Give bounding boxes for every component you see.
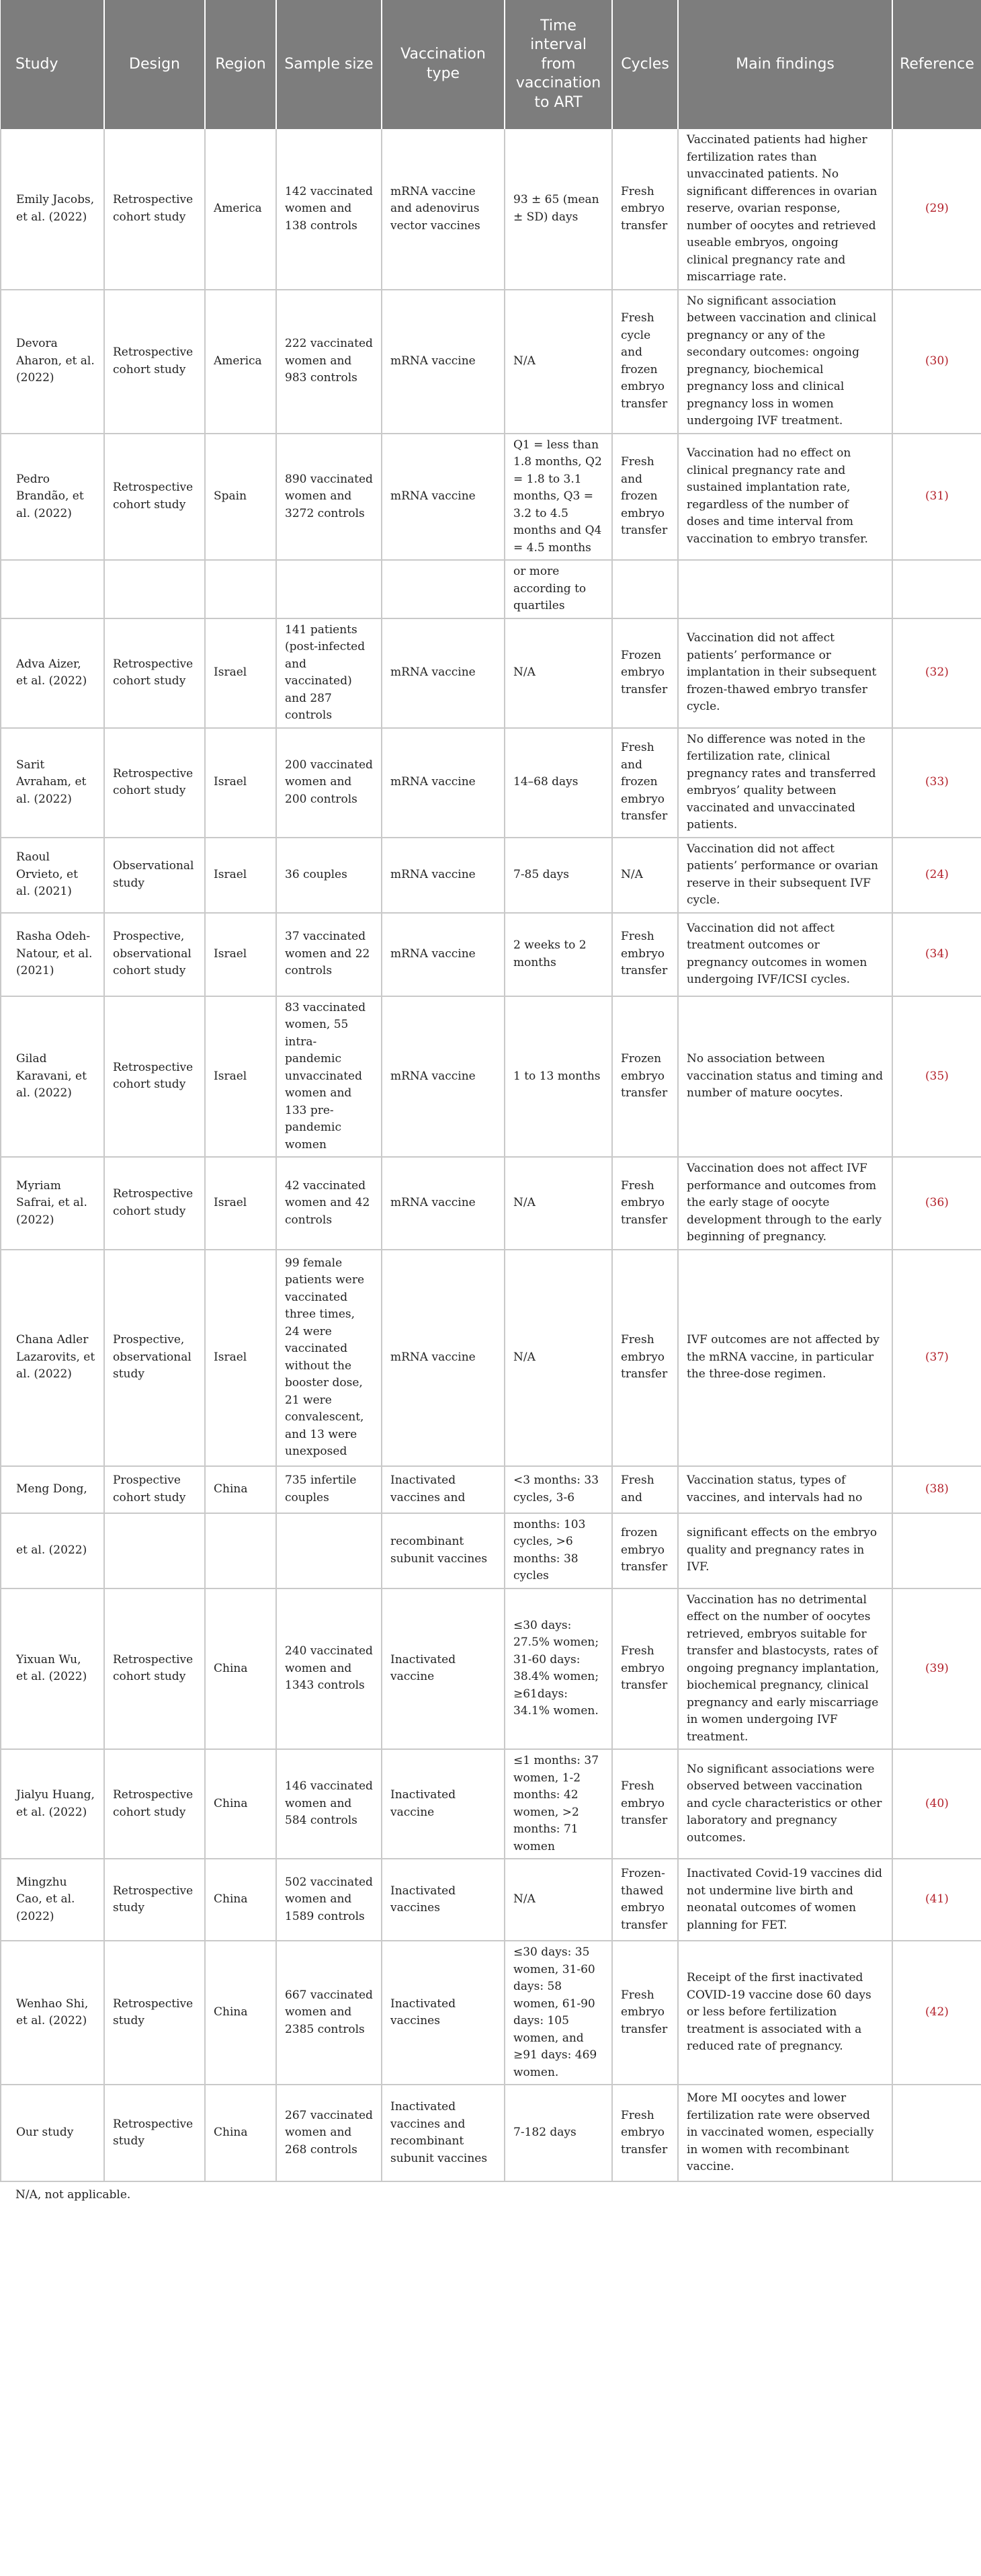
cell-vaccination-type: mRNA vaccine bbox=[382, 1250, 505, 1466]
cell-cycles: Fresh embryo transfer bbox=[612, 129, 678, 290]
footnote-row bbox=[1, 2181, 981, 2208]
cell-design: Retrospective study bbox=[104, 2085, 205, 2181]
cell-time-interval: 7-85 days bbox=[505, 838, 612, 913]
cell-region bbox=[205, 560, 276, 618]
cell-vaccination-type: mRNA vaccine and adenovirus vector vaccines bbox=[382, 129, 505, 290]
cell-sample-size: 222 vaccinated women and 983 controls bbox=[276, 290, 382, 434]
cell-cycles bbox=[612, 560, 678, 618]
cell-study: Myriam Safrai, et al. (2022) bbox=[1, 1157, 104, 1250]
cell-design: Observational study bbox=[104, 838, 205, 913]
cell-time-interval: <3 months: 33 cycles, 3-6 bbox=[505, 1466, 612, 1513]
cell-cycles: Fresh and bbox=[612, 1466, 678, 1513]
cell-vaccination-type: mRNA vaccine bbox=[382, 838, 505, 913]
cell-vaccination-type: mRNA vaccine bbox=[382, 913, 505, 996]
cell-vaccination-type: Inactivated vaccine bbox=[382, 1588, 505, 1750]
cell-region: Israel bbox=[205, 838, 276, 913]
cell-vaccination-type: Inactivated vaccine bbox=[382, 1749, 505, 1859]
reference-link[interactable]: (35) bbox=[892, 996, 981, 1158]
cell-vaccination-type: Inactivated vaccines and recombinant subunit vaccines bbox=[382, 2085, 505, 2181]
cell-cycles: Fresh embryo transfer bbox=[612, 1588, 678, 1750]
cell-cycles: Frozen embryo transfer bbox=[612, 618, 678, 728]
table-row bbox=[1, 434, 981, 561]
cell-sample-size: 890 vaccinated women and 3272 controls bbox=[276, 434, 382, 561]
table-row-continuation bbox=[1, 560, 981, 618]
header-sample-size: Sample size bbox=[276, 0, 382, 129]
header-study: Study bbox=[1, 0, 104, 129]
cell-cycles: Fresh and frozen embryo transfer bbox=[612, 434, 678, 561]
cell-study: Meng Dong, bbox=[1, 1466, 104, 1513]
cell-study: Rasha Odeh-Natour, et al. (2021) bbox=[1, 913, 104, 996]
cell-main-findings bbox=[678, 560, 892, 618]
cell-vaccination-type: mRNA vaccine bbox=[382, 434, 505, 561]
cell-main-findings: No significant associations were observed between vaccination and cycle characteristics or other laboratory and pregnancy outcomes. bbox=[678, 1749, 892, 1859]
cell-main-findings: Vaccination has no detrimental effect on the number of oocytes retrieved, embryos suitable for transfer and blastocysts, rates of ongoing pregnancy implantation, biochemical pregnancy, clinical pregnancy and early miscarriage in women undergoing IVF treatment. bbox=[678, 1588, 892, 1750]
cell-time-interval: ≤30 days: 35 women, 31-60 days: 58 women, 61-90 days: 105 women, and ≥91 days: 469 women. bbox=[505, 1941, 612, 2085]
cell-time-interval: 14–68 days bbox=[505, 728, 612, 838]
cell-study: Raoul Orvieto, et al. (2021) bbox=[1, 838, 104, 913]
cell-cycles: Frozen-thawed embryo transfer bbox=[612, 1859, 678, 1941]
cell-sample-size: 240 vaccinated women and 1343 controls bbox=[276, 1588, 382, 1750]
cell-cycles: Fresh embryo transfer bbox=[612, 1250, 678, 1466]
cell-sample-size: 83 vaccinated women, 55 intra-pandemic unvaccinated women and 133 pre-pandemic women bbox=[276, 996, 382, 1158]
cell-main-findings: No difference was noted in the fertilization rate, clinical pregnancy rates and transferred embryos’ quality between vaccinated and unvaccinated patients. bbox=[678, 728, 892, 838]
cell-time-interval: 1 to 13 months bbox=[505, 996, 612, 1158]
cell-sample-size: 37 vaccinated women and 22 controls bbox=[276, 913, 382, 996]
table-row bbox=[1, 1749, 981, 1859]
cell-study bbox=[1, 560, 104, 618]
cell-main-findings: Inactivated Covid-19 vaccines did not undermine live birth and neonatal outcomes of women planning for FET. bbox=[678, 1859, 892, 1941]
cell-vaccination-type: mRNA vaccine bbox=[382, 728, 505, 838]
cell-study: Chana Adler Lazarovits, et al. (2022) bbox=[1, 1250, 104, 1466]
cell-cycles: Fresh embryo transfer bbox=[612, 1749, 678, 1859]
cell-region: China bbox=[205, 1749, 276, 1859]
cell-design bbox=[104, 560, 205, 618]
cell-study: et al. (2022) bbox=[1, 1513, 104, 1588]
cell-sample-size: 141 patients (post-infected and vaccinated) and 287 controls bbox=[276, 618, 382, 728]
table-row bbox=[1, 618, 981, 728]
cell-sample-size: 502 vaccinated women and 1589 controls bbox=[276, 1859, 382, 1941]
cell-vaccination-type: Inactivated vaccines and bbox=[382, 1466, 505, 1513]
cell-main-findings: Vaccination did not affect treatment outcomes or pregnancy outcomes in women undergoing IVF/ICSI cycles. bbox=[678, 913, 892, 996]
cell-vaccination-type: Inactivated vaccines bbox=[382, 1859, 505, 1941]
cell-time-interval: 7-182 days bbox=[505, 2085, 612, 2181]
cell-main-findings: More MI oocytes and lower fertilization rate were observed in vaccinated women, especially in women with recombinant vaccine. bbox=[678, 2085, 892, 2181]
cell-study: Devora Aharon, et al. (2022) bbox=[1, 290, 104, 434]
table-row bbox=[1, 728, 981, 838]
cell-main-findings: Vaccination status, types of vaccines, and intervals had no bbox=[678, 1466, 892, 1513]
cell-design: Retrospective cohort study bbox=[104, 996, 205, 1158]
cell-study: Jialyu Huang, et al. (2022) bbox=[1, 1749, 104, 1859]
reference-link[interactable]: (42) bbox=[892, 1941, 981, 2085]
cell-study: Pedro Brandão, et al. (2022) bbox=[1, 434, 104, 561]
cell-design: Retrospective cohort study bbox=[104, 1749, 205, 1859]
cell-design: Retrospective cohort study bbox=[104, 728, 205, 838]
table-row bbox=[1, 838, 981, 913]
cell-cycles: Fresh embryo transfer bbox=[612, 1157, 678, 1250]
reference-link[interactable]: (24) bbox=[892, 838, 981, 913]
reference-link[interactable]: (40) bbox=[892, 1749, 981, 1859]
cell-study: Mingzhu Cao, et al. (2022) bbox=[1, 1859, 104, 1941]
header-time-interval: Time interval from vaccination to ART bbox=[505, 0, 612, 129]
cell-study: Our study bbox=[1, 2085, 104, 2181]
cell-study: Emily Jacobs, et al. (2022) bbox=[1, 129, 104, 290]
cell-region: Israel bbox=[205, 1157, 276, 1250]
cell-region: America bbox=[205, 129, 276, 290]
cell-main-findings: Vaccination did not affect patients’ performance or implantation in their subsequent frozen-thawed embryo transfer cycle. bbox=[678, 618, 892, 728]
cell-design: Retrospective study bbox=[104, 1941, 205, 2085]
reference-link[interactable]: (38) bbox=[892, 1466, 981, 1513]
cell-main-findings: Vaccination does not affect IVF performance and outcomes from the early stage of oocyte development through to the early beginning of pregnancy. bbox=[678, 1157, 892, 1250]
cell-time-interval: N/A bbox=[505, 1859, 612, 1941]
reference-link[interactable]: (33) bbox=[892, 728, 981, 838]
cell-design: Retrospective cohort study bbox=[104, 290, 205, 434]
cell-time-interval: 93 ± 65 (mean ± SD) days bbox=[505, 129, 612, 290]
reference-link bbox=[892, 2085, 981, 2181]
cell-sample-size: 36 couples bbox=[276, 838, 382, 913]
cell-time-interval: ≤1 months: 37 women, 1-2 months: 42 women, >2 months: 71 women bbox=[505, 1749, 612, 1859]
cell-main-findings: No significant association between vaccination and clinical pregnancy or any of the secondary outcomes: ongoing pregnancy, biochemical pregnancy loss and clinical pregnancy loss in women undergoing IVF treatment. bbox=[678, 290, 892, 434]
reference-link[interactable]: (32) bbox=[892, 618, 981, 728]
cell-sample-size: 142 vaccinated women and 138 controls bbox=[276, 129, 382, 290]
cell-region: China bbox=[205, 1588, 276, 1750]
cell-vaccination-type: recombinant subunit vaccines bbox=[382, 1513, 505, 1588]
table-row bbox=[1, 1941, 981, 2085]
cell-region: China bbox=[205, 1859, 276, 1941]
cell-sample-size: 735 infertile couples bbox=[276, 1466, 382, 1513]
table-row bbox=[1, 129, 981, 290]
cell-region: Israel bbox=[205, 996, 276, 1158]
header-region: Region bbox=[205, 0, 276, 129]
cell-sample-size: 667 vaccinated women and 2385 controls bbox=[276, 1941, 382, 2085]
table-row bbox=[1, 996, 981, 1158]
cell-region: Israel bbox=[205, 1250, 276, 1466]
cell-sample-size bbox=[276, 560, 382, 618]
cell-time-interval: N/A bbox=[505, 618, 612, 728]
header-reference: Reference bbox=[892, 0, 981, 129]
cell-cycles: Fresh embryo transfer bbox=[612, 2085, 678, 2181]
header-row bbox=[1, 0, 981, 129]
cell-study: Wenhao Shi, et al. (2022) bbox=[1, 1941, 104, 2085]
cell-region: America bbox=[205, 290, 276, 434]
reference-link[interactable]: (29) bbox=[892, 129, 981, 290]
cell-vaccination-type: Inactivated vaccines bbox=[382, 1941, 505, 2085]
cell-study: Gilad Karavani, et al. (2022) bbox=[1, 996, 104, 1158]
cell-cycles: Fresh cycle and frozen embryo transfer bbox=[612, 290, 678, 434]
footnote: N/A, not applicable. bbox=[15, 2187, 131, 2202]
cell-region: Spain bbox=[205, 434, 276, 561]
cell-main-findings: Vaccination did not affect patients’ performance or ovarian reserve in their subsequent IVF cycle. bbox=[678, 838, 892, 913]
cell-time-interval: N/A bbox=[505, 290, 612, 434]
cell-design: Prospective, observational study bbox=[104, 1250, 205, 1466]
table-row bbox=[1, 1250, 981, 1466]
cell-region bbox=[205, 1513, 276, 1588]
cell-time-interval: 2 weeks to 2 months bbox=[505, 913, 612, 996]
cell-design: Prospective, observational cohort study bbox=[104, 913, 205, 996]
cell-cycles: N/A bbox=[612, 838, 678, 913]
cell-sample-size: 267 vaccinated women and 268 controls bbox=[276, 2085, 382, 2181]
cell-vaccination-type: mRNA vaccine bbox=[382, 290, 505, 434]
table-row bbox=[1, 1859, 981, 1941]
cell-main-findings: Vaccinated patients had higher fertilization rates than unvaccinated patients. No significant differences in ovarian reserve, ovarian response, number of oocytes and retrieved useable embryos, ongoing clinical pregnancy rate and miscarriage rate. bbox=[678, 129, 892, 290]
cell-vaccination-type bbox=[382, 560, 505, 618]
cell-region: Israel bbox=[205, 618, 276, 728]
cell-design: Retrospective cohort study bbox=[104, 1157, 205, 1250]
cell-design: Retrospective cohort study bbox=[104, 618, 205, 728]
table-row bbox=[1, 2085, 981, 2181]
cell-time-interval: months: 103 cycles, >6 months: 38 cycles bbox=[505, 1513, 612, 1588]
cell-study: Adva Aizer, et al. (2022) bbox=[1, 618, 104, 728]
cell-vaccination-type: mRNA vaccine bbox=[382, 1157, 505, 1250]
reference-link[interactable]: (37) bbox=[892, 1250, 981, 1466]
cell-region: China bbox=[205, 1941, 276, 2085]
table-row-continuation bbox=[1, 1513, 981, 1588]
header-vaccination-type: Vaccination type bbox=[382, 0, 505, 129]
cell-study: Sarit Avraham, et al. (2022) bbox=[1, 728, 104, 838]
header-design: Design bbox=[104, 0, 205, 129]
cell-cycles: frozen embryo transfer bbox=[612, 1513, 678, 1588]
cell-design: Prospective cohort study bbox=[104, 1466, 205, 1513]
cell-cycles: Fresh embryo transfer bbox=[612, 1941, 678, 2085]
header-main-findings: Main findings bbox=[678, 0, 892, 129]
cell-sample-size: 200 vaccinated women and 200 controls bbox=[276, 728, 382, 838]
cell-study: Yixuan Wu, et al. (2022) bbox=[1, 1588, 104, 1750]
cell-time-interval: or more according to quartiles bbox=[505, 560, 612, 618]
table-row bbox=[1, 1588, 981, 1750]
reference-link[interactable]: (36) bbox=[892, 1157, 981, 1250]
reference-link bbox=[892, 560, 981, 618]
cell-sample-size bbox=[276, 1513, 382, 1588]
cell-sample-size: 99 female patients were vaccinated three times, 24 were vaccinated without the booster dose, 21 were convalescent, and 13 were unexposed bbox=[276, 1250, 382, 1466]
reference-link[interactable]: (39) bbox=[892, 1588, 981, 1750]
header-cycles: Cycles bbox=[612, 0, 678, 129]
table-row bbox=[1, 913, 981, 996]
cell-cycles: Fresh and frozen embryo transfer bbox=[612, 728, 678, 838]
cell-region: Israel bbox=[205, 913, 276, 996]
cell-cycles: Fresh embryo transfer bbox=[612, 913, 678, 996]
cell-vaccination-type: mRNA vaccine bbox=[382, 618, 505, 728]
cell-region: China bbox=[205, 2085, 276, 2181]
cell-time-interval: N/A bbox=[505, 1250, 612, 1466]
cell-cycles: Frozen embryo transfer bbox=[612, 996, 678, 1158]
cell-vaccination-type: mRNA vaccine bbox=[382, 996, 505, 1158]
cell-time-interval: ≤30 days: 27.5% women; 31-60 days: 38.4% women; ≥61days: 34.1% women. bbox=[505, 1588, 612, 1750]
reference-link[interactable]: (34) bbox=[892, 913, 981, 996]
reference-link bbox=[892, 1513, 981, 1588]
reference-link[interactable]: (31) bbox=[892, 434, 981, 561]
cell-design bbox=[104, 1513, 205, 1588]
cell-main-findings: Vaccination had no effect on clinical pregnancy rate and sustained implantation rate, regardless of the number of doses and time interval from vaccination to embryo transfer. bbox=[678, 434, 892, 561]
cell-sample-size: 42 vaccinated women and 42 controls bbox=[276, 1157, 382, 1250]
cell-design: Retrospective cohort study bbox=[104, 1588, 205, 1750]
cell-sample-size: 146 vaccinated women and 584 controls bbox=[276, 1749, 382, 1859]
cell-time-interval: Q1 = less than 1.8 months, Q2 = 1.8 to 3.1 months, Q3 = 3.2 to 4.5 months and Q4 = 4.5 months bbox=[505, 434, 612, 561]
cell-design: Retrospective cohort study bbox=[104, 129, 205, 290]
cell-region: Israel bbox=[205, 728, 276, 838]
table-row bbox=[1, 1466, 981, 1513]
cell-main-findings: IVF outcomes are not affected by the mRNA vaccine, in particular the three-dose regimen. bbox=[678, 1250, 892, 1466]
reference-link[interactable]: (41) bbox=[892, 1859, 981, 1941]
cell-design: Retrospective cohort study bbox=[104, 434, 205, 561]
table-row bbox=[1, 1157, 981, 1250]
cell-region: China bbox=[205, 1466, 276, 1513]
reference-link[interactable]: (30) bbox=[892, 290, 981, 434]
cell-design: Retrospective study bbox=[104, 1859, 205, 1941]
cell-main-findings: Receipt of the first inactivated COVID-19 vaccine dose 60 days or less before fertilization treatment is associated with a reduced rate of pregnancy. bbox=[678, 1941, 892, 2085]
cell-time-interval: N/A bbox=[505, 1157, 612, 1250]
cell-main-findings: significant effects on the embryo quality and pregnancy rates in IVF. bbox=[678, 1513, 892, 1588]
table-row bbox=[1, 290, 981, 434]
cell-main-findings: No association between vaccination status and timing and number of mature oocytes. bbox=[678, 996, 892, 1158]
